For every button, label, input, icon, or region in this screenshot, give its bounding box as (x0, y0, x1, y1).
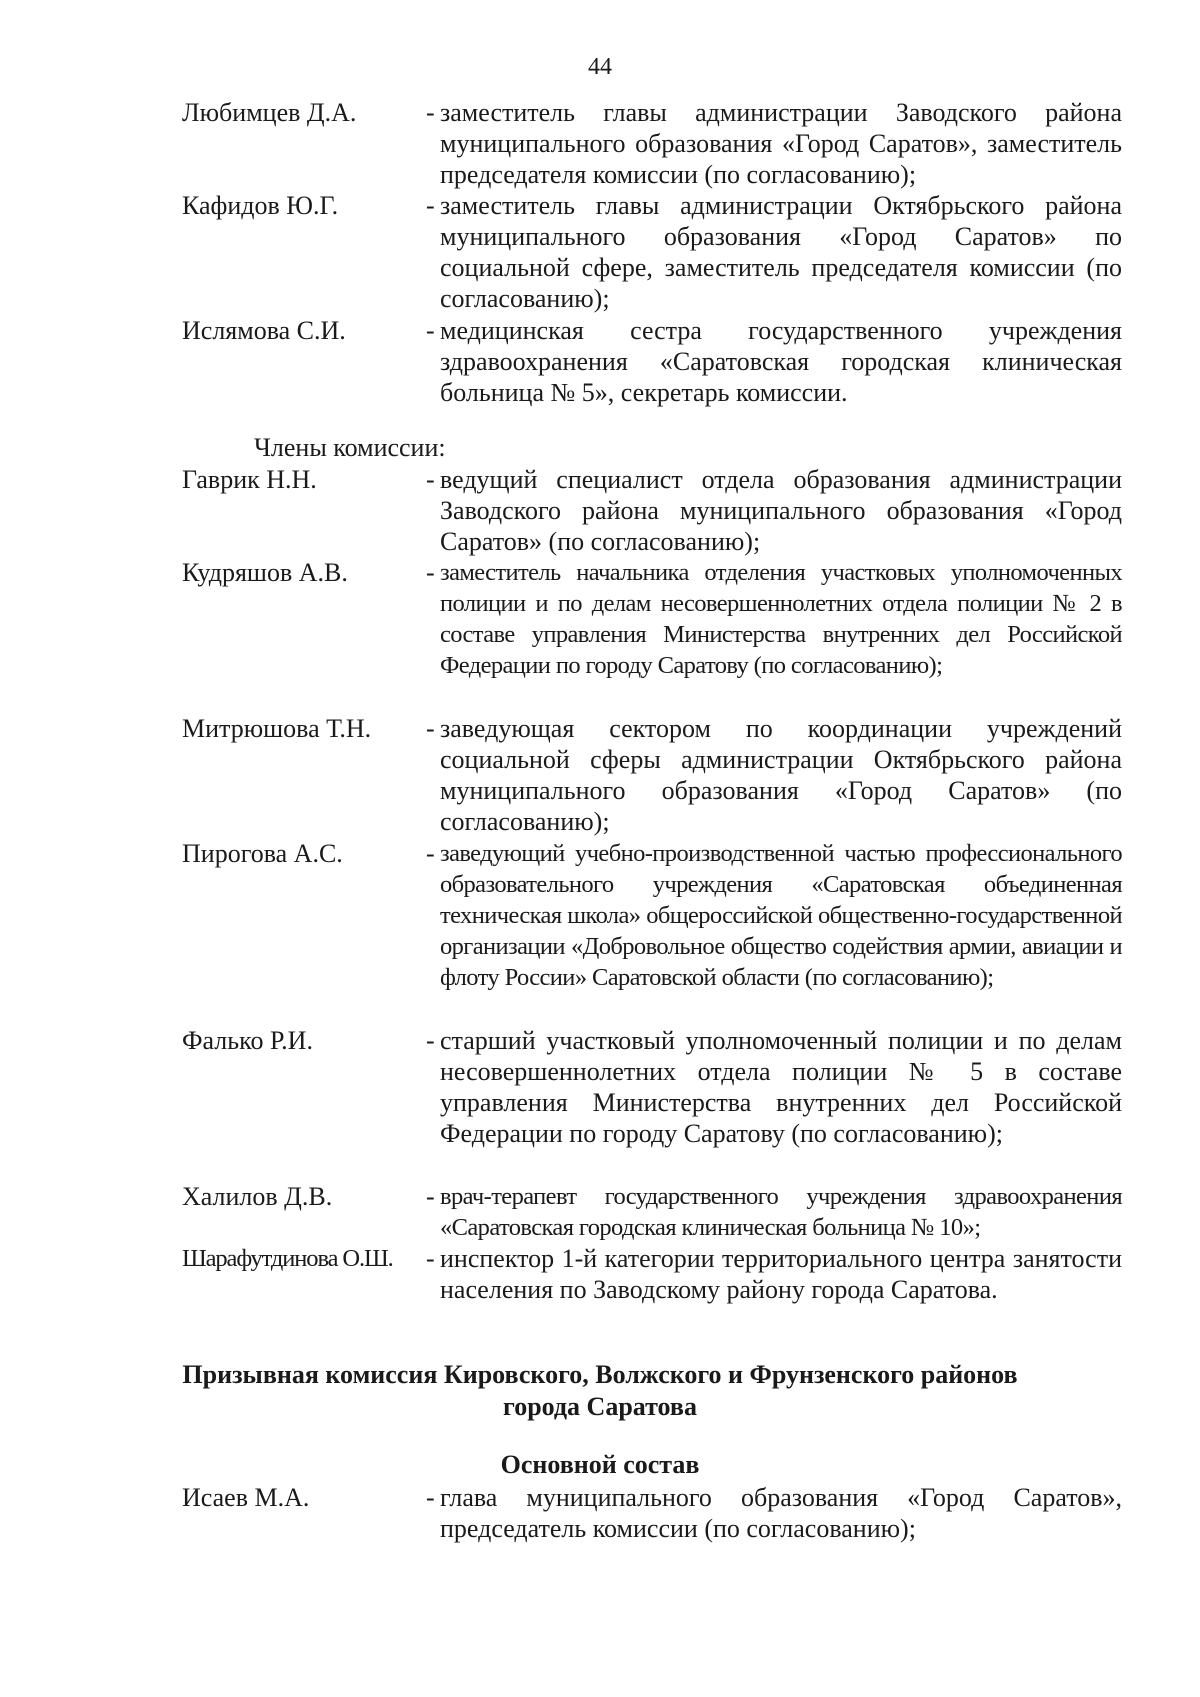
member-description: врач-терапевт государственного учреждения здравоохранения «Саратовская городская клиническая больница № 10»; (440, 1183, 1122, 1241)
member-name: Исаев М.А. (182, 1483, 310, 1512)
section-title-line-1: Призывная комиссия Кировского, Волжского и Фрунзенского районов (182, 1360, 1018, 1389)
member-name: Кафидов Ю.Г. (182, 191, 339, 220)
member-name: Ислямова С.И. (182, 316, 346, 345)
member-description: заместитель начальника отделения участковых уполномоченных полиции и по делам несовершеннолетних отдела полиции № 2 в составе управления Министерства внутренних дел Российской Федерации по городу Саратову (по согласованию); (440, 559, 1122, 679)
member-description: заместитель главы администрации Заводского района муниципального образования «Город Саратов», заместитель председателя комиссии (по согласованию); (440, 98, 1122, 189)
dash-separator: - (426, 465, 435, 494)
member-description: глава муниципального образования «Город Саратов», председатель комиссии (по согласованию); (440, 1483, 1122, 1543)
dash-separator: - (426, 316, 435, 345)
member-name: Кудряшов А.В. (182, 558, 348, 587)
dash-separator: - (426, 558, 435, 587)
member-name: Митрюшова Т.Н. (182, 714, 372, 743)
dash-separator: - (426, 1026, 435, 1055)
member-name: Халилов Д.В. (182, 1182, 333, 1211)
member-name: Шарафутдинова О.Ш. (182, 1245, 393, 1272)
member-description: ведущий специалист отдела образования администрации Заводского района муниципального образования «Город Саратов» (по согласованию); (440, 465, 1122, 556)
dash-separator: - (426, 714, 435, 743)
dash-separator: - (426, 1182, 435, 1211)
member-description: заведующая сектором по координации учреждений социальной сферы администрации Октябрьского района муниципального образования «Город Саратов» (по согласованию); (440, 714, 1122, 836)
member-name: Пирогова А.С. (182, 839, 343, 868)
dash-separator: - (426, 1244, 435, 1273)
dash-separator: - (426, 98, 435, 127)
member-description: заместитель главы администрации Октябрьского района муниципального образования «Город Саратов» по социальной сфере, заместитель председателя комиссии (по согласованию); (440, 191, 1122, 313)
member-name: Гаврик Н.Н. (182, 465, 317, 494)
dash-separator: - (426, 191, 435, 220)
page-number: 44 (588, 54, 612, 80)
section-title-line-2: города Саратова (503, 1392, 697, 1421)
dash-separator: - (426, 1483, 435, 1512)
members-heading: Члены комиссии: (254, 433, 446, 462)
member-description: инспектор 1-й категории территориального центра занятости населения по Заводскому району города Саратова. (440, 1244, 1122, 1304)
member-description: медицинская сестра государственного учреждения здравоохранения «Саратовская городская клиническая больница № 5», секретарь комиссии. (440, 316, 1122, 407)
subsection-title: Основной состав (500, 1450, 700, 1479)
dash-separator: - (426, 839, 435, 868)
member-description: старший участковый уполномоченный полиции и по делам несовершеннолетних отдела полиции № 5 в составе управления Министерства внутренних дел Российской Федерации по городу Саратову (по согласованию); (440, 1026, 1122, 1148)
member-name: Любимцев Д.А. (182, 98, 357, 127)
member-description: заведующий учебно-производственной частью профессионального образовательного учреждения «Саратовская объединенная техническая школа» общероссийской общественно-государственной организации «Добровольное общество содействия армии, авиации и флоту России» Саратовской области (по согласованию); (440, 840, 1122, 991)
member-name: Фалько Р.И. (182, 1026, 313, 1055)
